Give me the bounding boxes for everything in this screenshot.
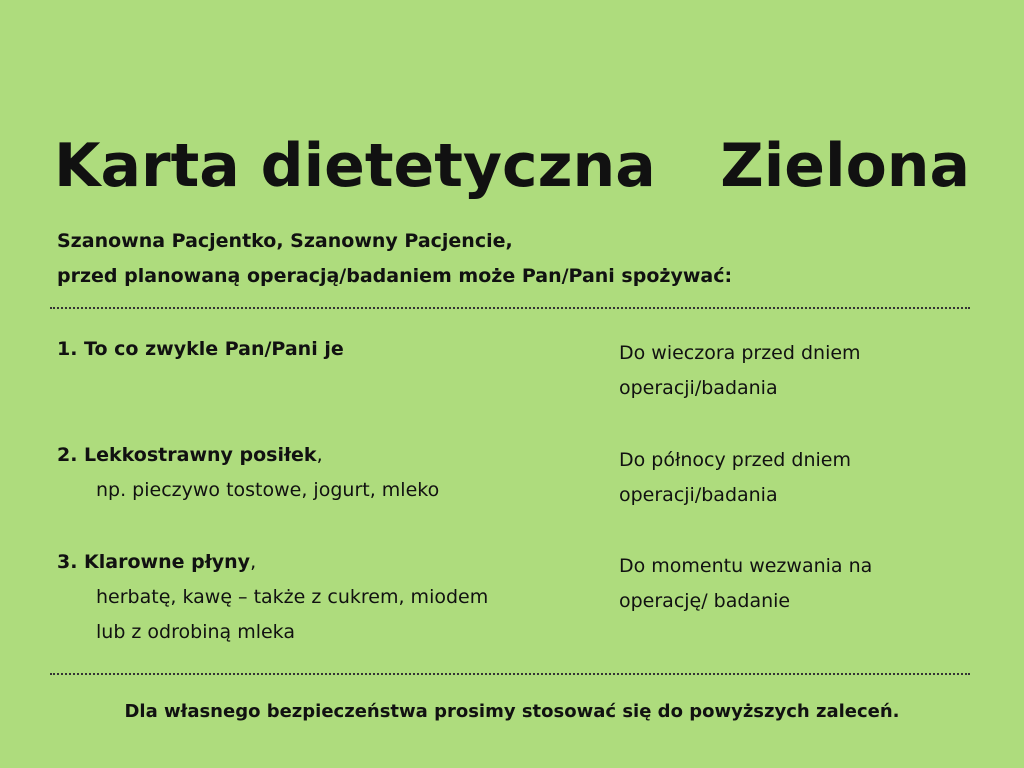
diet-item-3-suffix: , (250, 551, 257, 573)
diet-item-3-timing (619, 549, 872, 619)
diet-item-2-detail-line-1: np. pieczywo tostowe, jogurt, mleko (96, 479, 440, 501)
diet-item-1-timing-line-1: Do wieczora przed dniem (619, 342, 861, 364)
diet-item-2-timing-line-2: operacji/badania (619, 484, 778, 506)
diet-item-3-heading: 3. Klarowne płyny (57, 551, 251, 573)
safety-footer-note: Dla własnego bezpieczeństwa prosimy stosować się do powyższych zaleceń. (124, 701, 900, 722)
diet-item-1-heading: 1. To co zwykle Pan/Pani je (57, 338, 344, 360)
diet-item-3-timing-line-1: Do momentu wezwania na (619, 555, 873, 577)
diet-item-3-detail-line-2: lub z odrobiną mleka (96, 621, 295, 643)
diet-item-2-timing-line-1: Do północy przed dniem (619, 449, 851, 471)
diet-item-1-timing-line-2: operacji/badania (619, 377, 778, 399)
diet-item-1 (57, 332, 344, 367)
title-card-color: Zielona (720, 131, 970, 201)
greeting-line-1: Szanowna Pacjentko, Szanowny Pacjencie, (57, 230, 513, 252)
greeting (57, 224, 732, 294)
dotted-divider-top (50, 307, 970, 309)
diet-item-2-heading: 2. Lekkostrawny posiłek (57, 444, 317, 466)
diet-item-3-detail-line-1: herbatę, kawę – także z cukrem, miodem (96, 586, 489, 608)
diet-item-2 (57, 438, 439, 508)
diet-item-3 (57, 545, 488, 650)
diet-item-2-suffix: , (316, 444, 323, 466)
diet-item-1-timing (619, 336, 861, 406)
diet-item-2-timing (619, 443, 851, 513)
dotted-divider-bottom (50, 673, 970, 675)
diet-item-3-timing-line-2: operację/ badanie (619, 590, 791, 612)
greeting-line-2: przed planowaną operacją/badaniem może Pan/Pani spożywać: (57, 265, 733, 287)
title-karta-dietetyczna: Karta dietetyczna (54, 131, 656, 201)
